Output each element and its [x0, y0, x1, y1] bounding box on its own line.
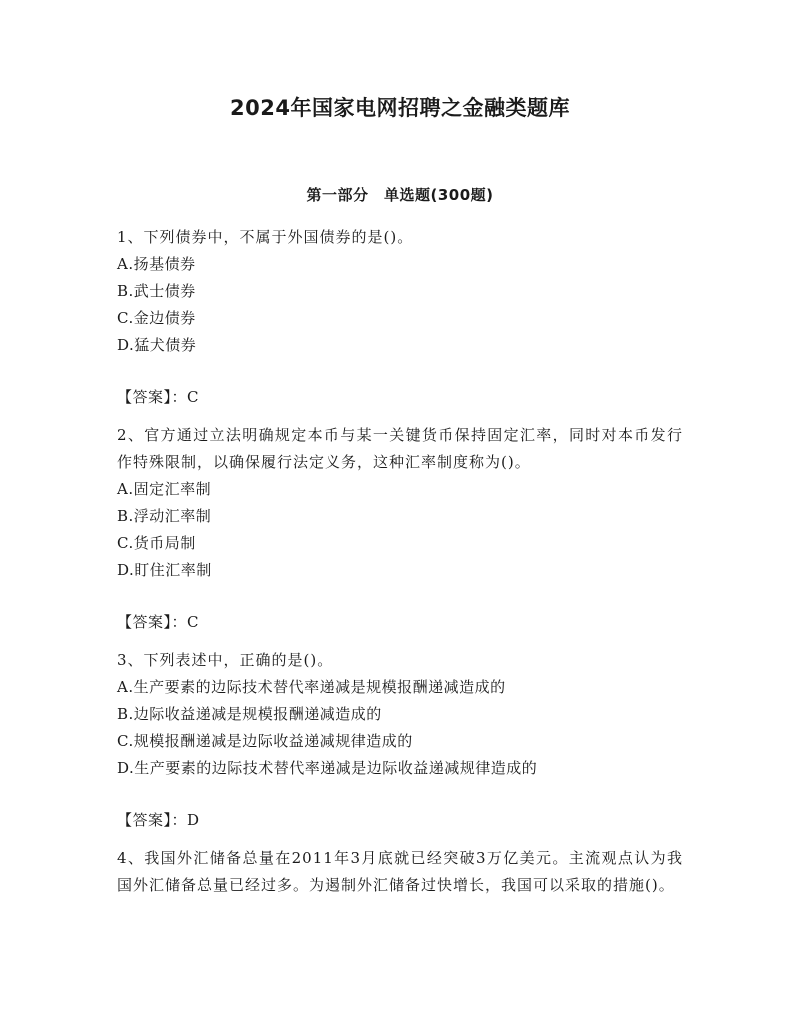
- answer-value: ：C: [171, 388, 199, 406]
- option-c: C.货币局制: [117, 534, 196, 552]
- section-title: 第一部分 单选题(300题): [306, 186, 494, 204]
- option-b: B.武士债券: [117, 282, 196, 300]
- answer-line: [117, 807, 683, 834]
- answer-label: 【答案】: [117, 811, 172, 829]
- question-4: [117, 845, 683, 899]
- option-b: B.浮动汇率制: [117, 507, 212, 525]
- option-b: B.边际收益递减是规模报酬递减造成的: [117, 705, 382, 723]
- answer-label: 【答案】: [117, 613, 172, 631]
- document-title: 2024年国家电网招聘之金融类题库: [230, 96, 570, 120]
- question-2: [117, 422, 683, 636]
- option-c: C.规模报酬递减是边际收益递减规律造成的: [117, 732, 413, 750]
- question-list: [117, 224, 683, 899]
- question-3: [117, 647, 683, 834]
- answer-value: ：C: [171, 613, 199, 631]
- option-a: A.生产要素的边际技术替代率递减是规模报酬递减造成的: [117, 678, 506, 696]
- option-d: D.盯住汇率制: [117, 561, 212, 579]
- option-d: D.猛犬债券: [117, 336, 197, 354]
- question-stem: 4、我国外汇储备总量在2011年3月底就已经突破3万亿美元。主流观点认为我国外汇储备总量已经过多。为遏制外汇储备过快增长，我国可以采取的措施()。: [117, 849, 683, 894]
- answer-line: [117, 609, 683, 636]
- question-1: [117, 224, 683, 411]
- question-stem: 3、下列表述中，正确的是()。: [117, 651, 334, 669]
- question-stem: 1、下列债券中，不属于外国债券的是()。: [117, 228, 414, 246]
- option-a: A.固定汇率制: [117, 480, 212, 498]
- option-c: C.金边债券: [117, 309, 196, 327]
- answer-value: ：D: [171, 811, 200, 829]
- option-a: A.扬基债券: [117, 255, 196, 273]
- answer-line: [117, 384, 683, 411]
- question-stem: 2、官方通过立法明确规定本币与某一关键货币保持固定汇率，同时对本币发行作特殊限制，以确保履行法定义务，这种汇率制度称为()。: [117, 426, 683, 471]
- option-d: D.生产要素的边际技术替代率递减是边际收益递减规律造成的: [117, 759, 538, 777]
- answer-label: 【答案】: [117, 388, 172, 406]
